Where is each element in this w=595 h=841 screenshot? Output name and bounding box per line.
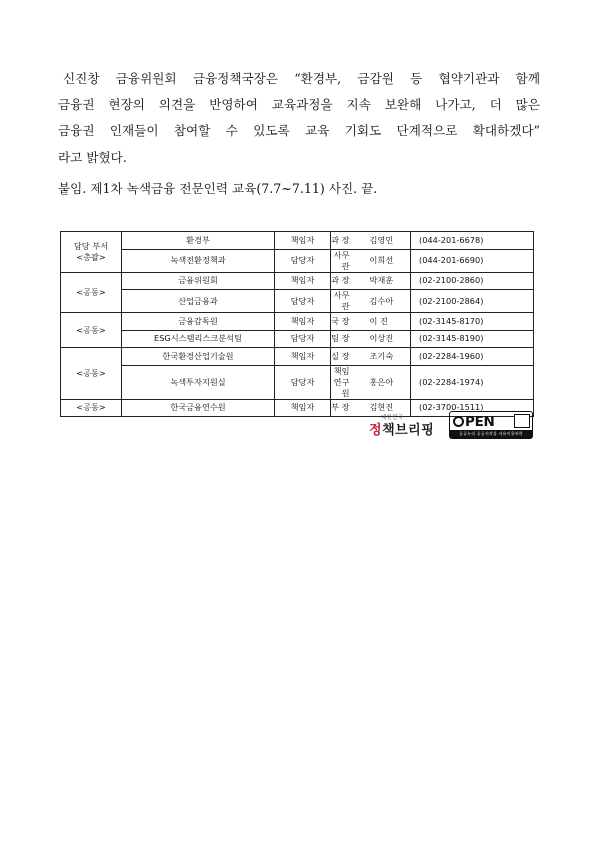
open-license-logo	[449, 411, 533, 439]
group-label-line: <공동>	[76, 402, 106, 413]
dept-cell: 한국금융연수원	[122, 399, 275, 417]
dept-cell: 산업금융과	[122, 290, 275, 313]
phone-cell: (02-2100-2860)	[411, 272, 534, 290]
contact-row	[61, 348, 534, 366]
dept-cell: 녹색전환정책과	[122, 249, 275, 272]
paragraph-line: 금융권 인재들이 참여할 수 있도록 교육 기회도 단계적으로 확대하겠다”	[58, 123, 540, 139]
title-cell: 팀 장	[331, 330, 364, 348]
paragraph-line: 금융권 현장의 의견을 반영하여 교육과정을 지속 보완해 나가고, 더 많은	[58, 97, 540, 113]
contact-row	[61, 249, 534, 272]
group-label	[61, 272, 122, 313]
dept-cell: 금융위원회	[122, 272, 275, 290]
title-cell: 책임연구원	[331, 365, 364, 399]
group-label	[61, 232, 122, 273]
role-cell: 책임자	[275, 399, 331, 417]
open-circle-icon	[453, 416, 464, 427]
contact-row	[61, 272, 534, 290]
group-label	[61, 399, 122, 417]
name-cell: 조기숙	[364, 348, 411, 366]
name-cell: 이 진	[364, 313, 411, 331]
policy-briefing-logo: 대한민국 정책브리핑	[369, 415, 435, 438]
title-cell: 국 장	[331, 313, 364, 331]
license-strip: 공공누리 공공저작물 자유이용허락	[450, 430, 532, 438]
name-cell: 이상진	[364, 330, 411, 348]
contact-row	[61, 290, 534, 313]
dept-cell: 녹색투자지원실	[122, 365, 275, 399]
paragraph-line: 라고 밝혔다.	[58, 149, 127, 165]
open-wordmark: PEN	[453, 414, 495, 430]
contact-row	[61, 313, 534, 331]
license-type-icon	[514, 414, 530, 428]
contact-row	[61, 232, 534, 250]
paragraph-line: 신진창 금융위원회 금융정책국장은 “환경부, 금감원 등 협약기관과 함께	[63, 71, 540, 86]
role-cell: 책임자	[275, 313, 331, 331]
role-cell: 책임자	[275, 272, 331, 290]
role-cell: 책임자	[275, 232, 331, 250]
role-cell: 책임자	[275, 348, 331, 366]
dept-cell: 환경부	[122, 232, 275, 250]
attachment-note: 붙임. 제1차 녹색금융 전문인력 교육(7.7~7.11) 사진. 끝.	[58, 181, 378, 196]
contact-row	[61, 330, 534, 348]
contact-row	[61, 365, 534, 399]
quote-paragraph	[58, 66, 540, 171]
group-label-line: <총괄>	[76, 251, 106, 262]
dept-cell: 금융감독원	[122, 313, 275, 331]
name-cell: 박재훈	[364, 272, 411, 290]
dept-cell: ESG시스템리스크분석팀	[122, 330, 275, 348]
title-cell: 실 장	[331, 348, 364, 366]
name-cell: 김수아	[364, 290, 411, 313]
name-cell: 김영민	[364, 232, 411, 250]
phone-cell: (02-3700-1511)	[411, 399, 534, 417]
group-label-line: <공동>	[76, 286, 106, 297]
title-cell: 과 장	[331, 232, 364, 250]
role-cell: 담당자	[275, 365, 331, 399]
phone-cell: (02-3145-8190)	[411, 330, 534, 348]
group-label-line: <공동>	[76, 324, 106, 335]
name-cell: 이희선	[364, 249, 411, 272]
title-cell: 사무관	[331, 290, 364, 313]
phone-cell: (044-201-6690)	[411, 249, 534, 272]
role-cell: 담당자	[275, 290, 331, 313]
name-cell: 홍은아	[364, 365, 411, 399]
title-cell: 과 장	[331, 272, 364, 290]
policy-briefing-wordmark: 정책브리핑	[369, 423, 435, 438]
title-cell: 사무관	[331, 249, 364, 272]
phone-cell: (02-2284-1960)	[411, 348, 534, 366]
phone-cell: (044-201-6678)	[411, 232, 534, 250]
group-label-line: <공동>	[76, 367, 106, 378]
role-cell: 담당자	[275, 330, 331, 348]
phone-cell: (02-2284-1974)	[411, 365, 534, 399]
phone-cell: (02-3145-8170)	[411, 313, 534, 331]
role-cell: 담당자	[275, 249, 331, 272]
group-label	[61, 348, 122, 400]
title-cell: 부 장	[331, 399, 364, 417]
dept-cell: 한국환경산업기술원	[122, 348, 275, 366]
phone-cell: (02-2100-2864)	[411, 290, 534, 313]
group-label	[61, 313, 122, 348]
group-label-line: 담당 부서	[73, 240, 109, 251]
name-cell: 김현진	[364, 399, 411, 417]
contacts-table	[60, 231, 534, 417]
